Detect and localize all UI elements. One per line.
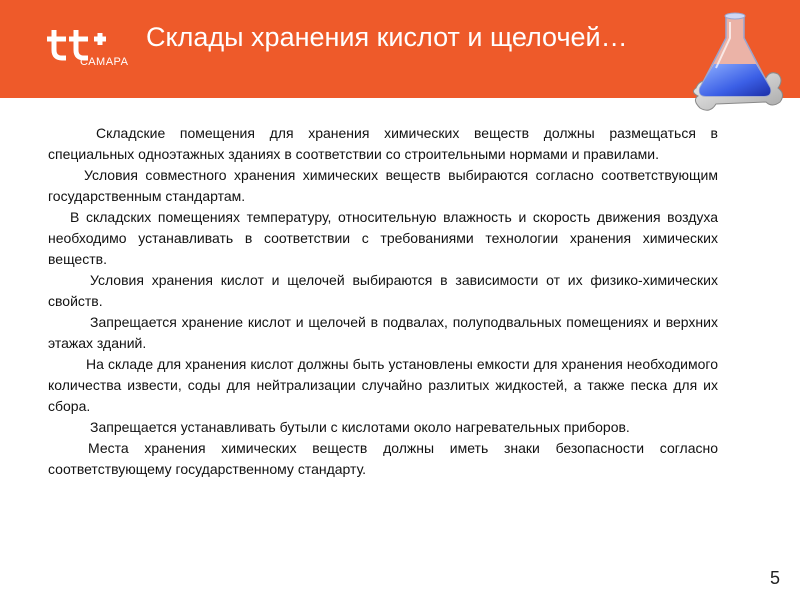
header-bar — [0, 0, 800, 98]
paragraph: Условия совместного хранения химических веществ выбираются согласно соответствующим государственным стандартам. — [48, 167, 718, 204]
paragraph: Складские помещения для хранения химических веществ должны размещаться в специальных одноэтажных зданиях в соответствии со строительными нормами и правилами. — [48, 125, 718, 162]
paragraph: Запрещается хранение кислот и щелочей в подвалах, полуподвальных помещениях и верхних этажах зданий. — [48, 314, 718, 351]
paragraph: В складских помещениях температуру, относительную влажность и скорость движения воздуха необходимо устанавливать в соответствии с требованиями технологии хранения химических веществ. — [48, 209, 718, 267]
paragraph: На складе для хранения кислот должны быть установлены емкости для хранения необходимого количества извести, соды для нейтрализации случайно разлитых жидкостей, а также песка для их сбора. — [48, 356, 718, 414]
flask-icon — [686, 8, 790, 116]
logo-subtext: САМАРА — [80, 56, 129, 68]
page-title: Склады хранения кислот и щелочей… — [146, 22, 628, 52]
page-number: 5 — [769, 568, 780, 588]
paragraph: Условия хранения кислот и щелочей выбираются в зависимости от их физико-химических свойств. — [48, 272, 718, 309]
paragraph: Места хранения химических веществ должны иметь знаки безопасности согласно соответствующему государственному стандарту. — [48, 440, 718, 477]
body-text — [48, 123, 718, 480]
paragraph: Запрещается устанавливать бутыли с кислотами около нагревательных приборов. — [90, 419, 630, 435]
